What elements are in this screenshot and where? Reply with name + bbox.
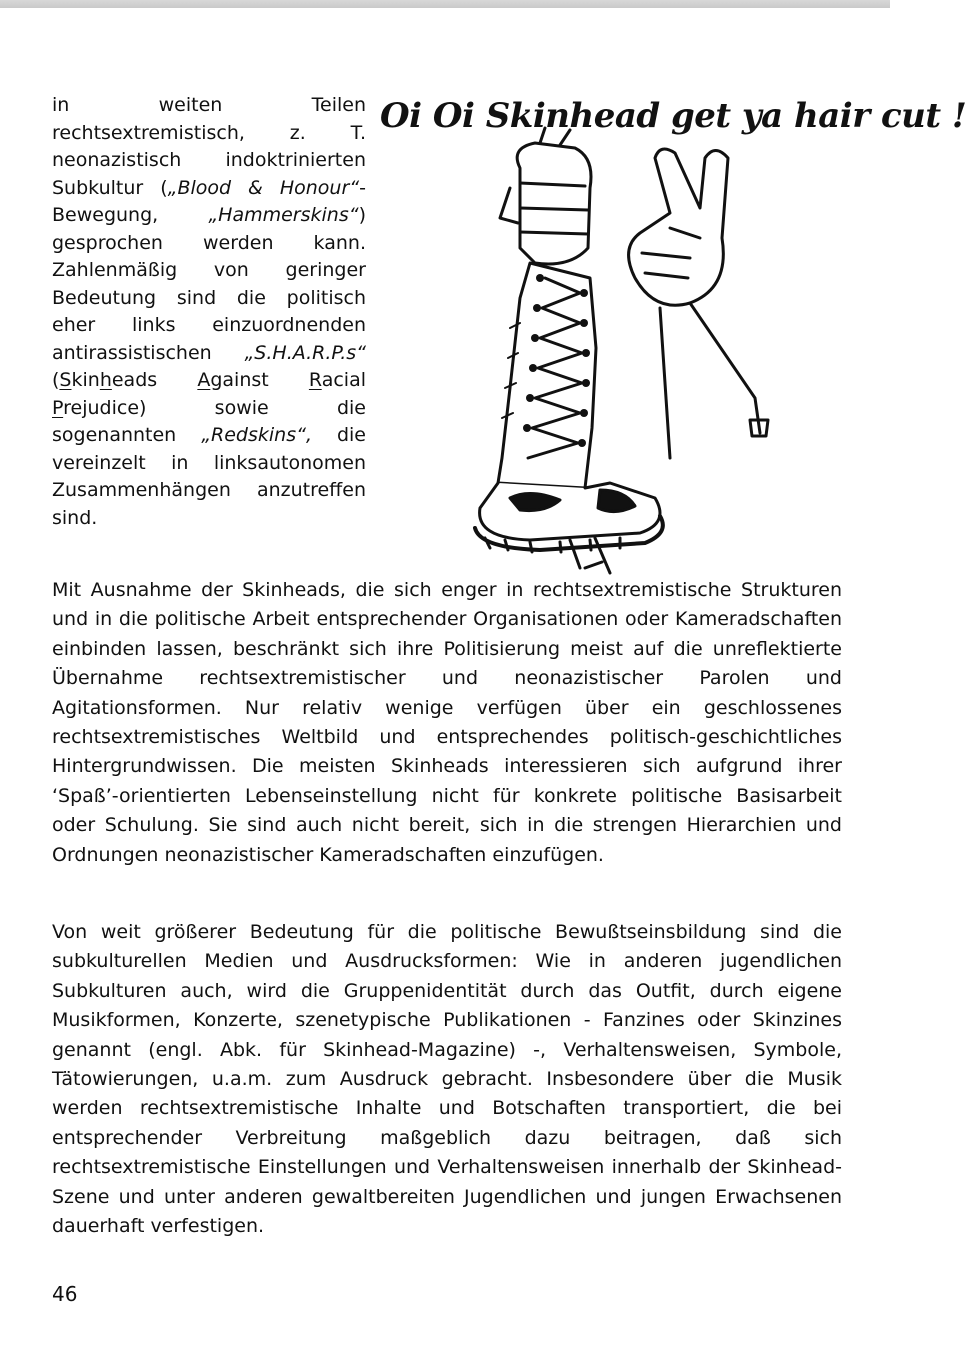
scan-top-edge — [0, 0, 890, 8]
left-column-paragraph: in weiten Teilen rechtsextremistisch, z. T. neonazistisch indoktrinierten Subkultur („Blood & Honour“-Bewegung, „Hammerskins“) gesprochen werden kann. Zahlenmäßig von geringer Bedeutung sind die politisch eher links einzuordnenden antirassistischen „S.H.A.R.P.s“ (Skinheads Against Racial Prejudice) sowie die sogenannten „Redskins“, die vereinzelt in linksautonomen Zusammenhängen anzutreffen sind. — [52, 94, 366, 529]
body-paragraph-2: Von weit größerer Bedeutung für die politische Bewußtseinsbildung sind die subkulturellen Medien und Ausdrucksformen: Wie in anderen jugendlichen Subkulturen auch, wird die Gruppenidentität durch das Outfit, durch eigene Musikformen, Konzerte, szenetypische Publikationen - Fanzines oder Skinzines genannt (engl. Abk. für Skinhead-Magazine) -, Verhaltensweisen, Symbole, Tätowierungen, u.a.m. zum Ausdruck gebracht. Insbesondere über die Musik werden rechtsextremistische Inhalte und Botschaften transportiert, die bei entsprechender Verbreitung maßgeblich dazu beitragen, daß sich rechtsextremistische Einstellungen und Verhaltensweisen innerhalb der Skinhead-Szene und unter anderen gewaltbereiten Jugendlichen und jungen Erwachsenen dauerhaft verfestigen. — [52, 921, 842, 1238]
illustration-caption: Oi Oi Skinhead get ya hair cut ! — [380, 96, 966, 136]
left-column-text — [52, 92, 366, 532]
page-number: 46 — [52, 1282, 78, 1306]
skinhead-illustration — [370, 88, 966, 578]
hammerskins-term: „Hammerskins“ — [208, 204, 359, 226]
redskins-term: „Redskins“, — [201, 424, 312, 446]
body-paragraph-1: Mit Ausnahme der Skinheads, die sich enger in rechtsextremistische Strukturen und in die politische Arbeit entsprechender Organisationen oder Kameradschaften einbinden lassen, beschränkt sich ihre Politisierung meist auf die unreflektierte Übernahme rechtsextremistischer und neonazistischer Parolen und Agitationsformen. Nur relativ wenige verfügen über ein geschlossenes rechtsextremistisches Weltbild und entsprechendes politisch-geschichtliches Hintergrundwissen. Die meisten Skinheads interessieren sich aufgrund ihrer ‘Spaß’-orientierten Lebenseinstellung nicht für konkrete politische Basisarbeit oder Schulung. Sie sind auch nicht bereit, sich in die strengen Hierarchien und Ordnungen neonazistischer Kameradschaften einzufügen. — [52, 579, 842, 866]
blood-honour-term: „Blood & Honour“ — [167, 176, 360, 199]
sharps-term: „S.H.A.R.P.s“ — [244, 341, 366, 364]
boot-fist-victory-hand-drawing-icon — [370, 128, 840, 578]
